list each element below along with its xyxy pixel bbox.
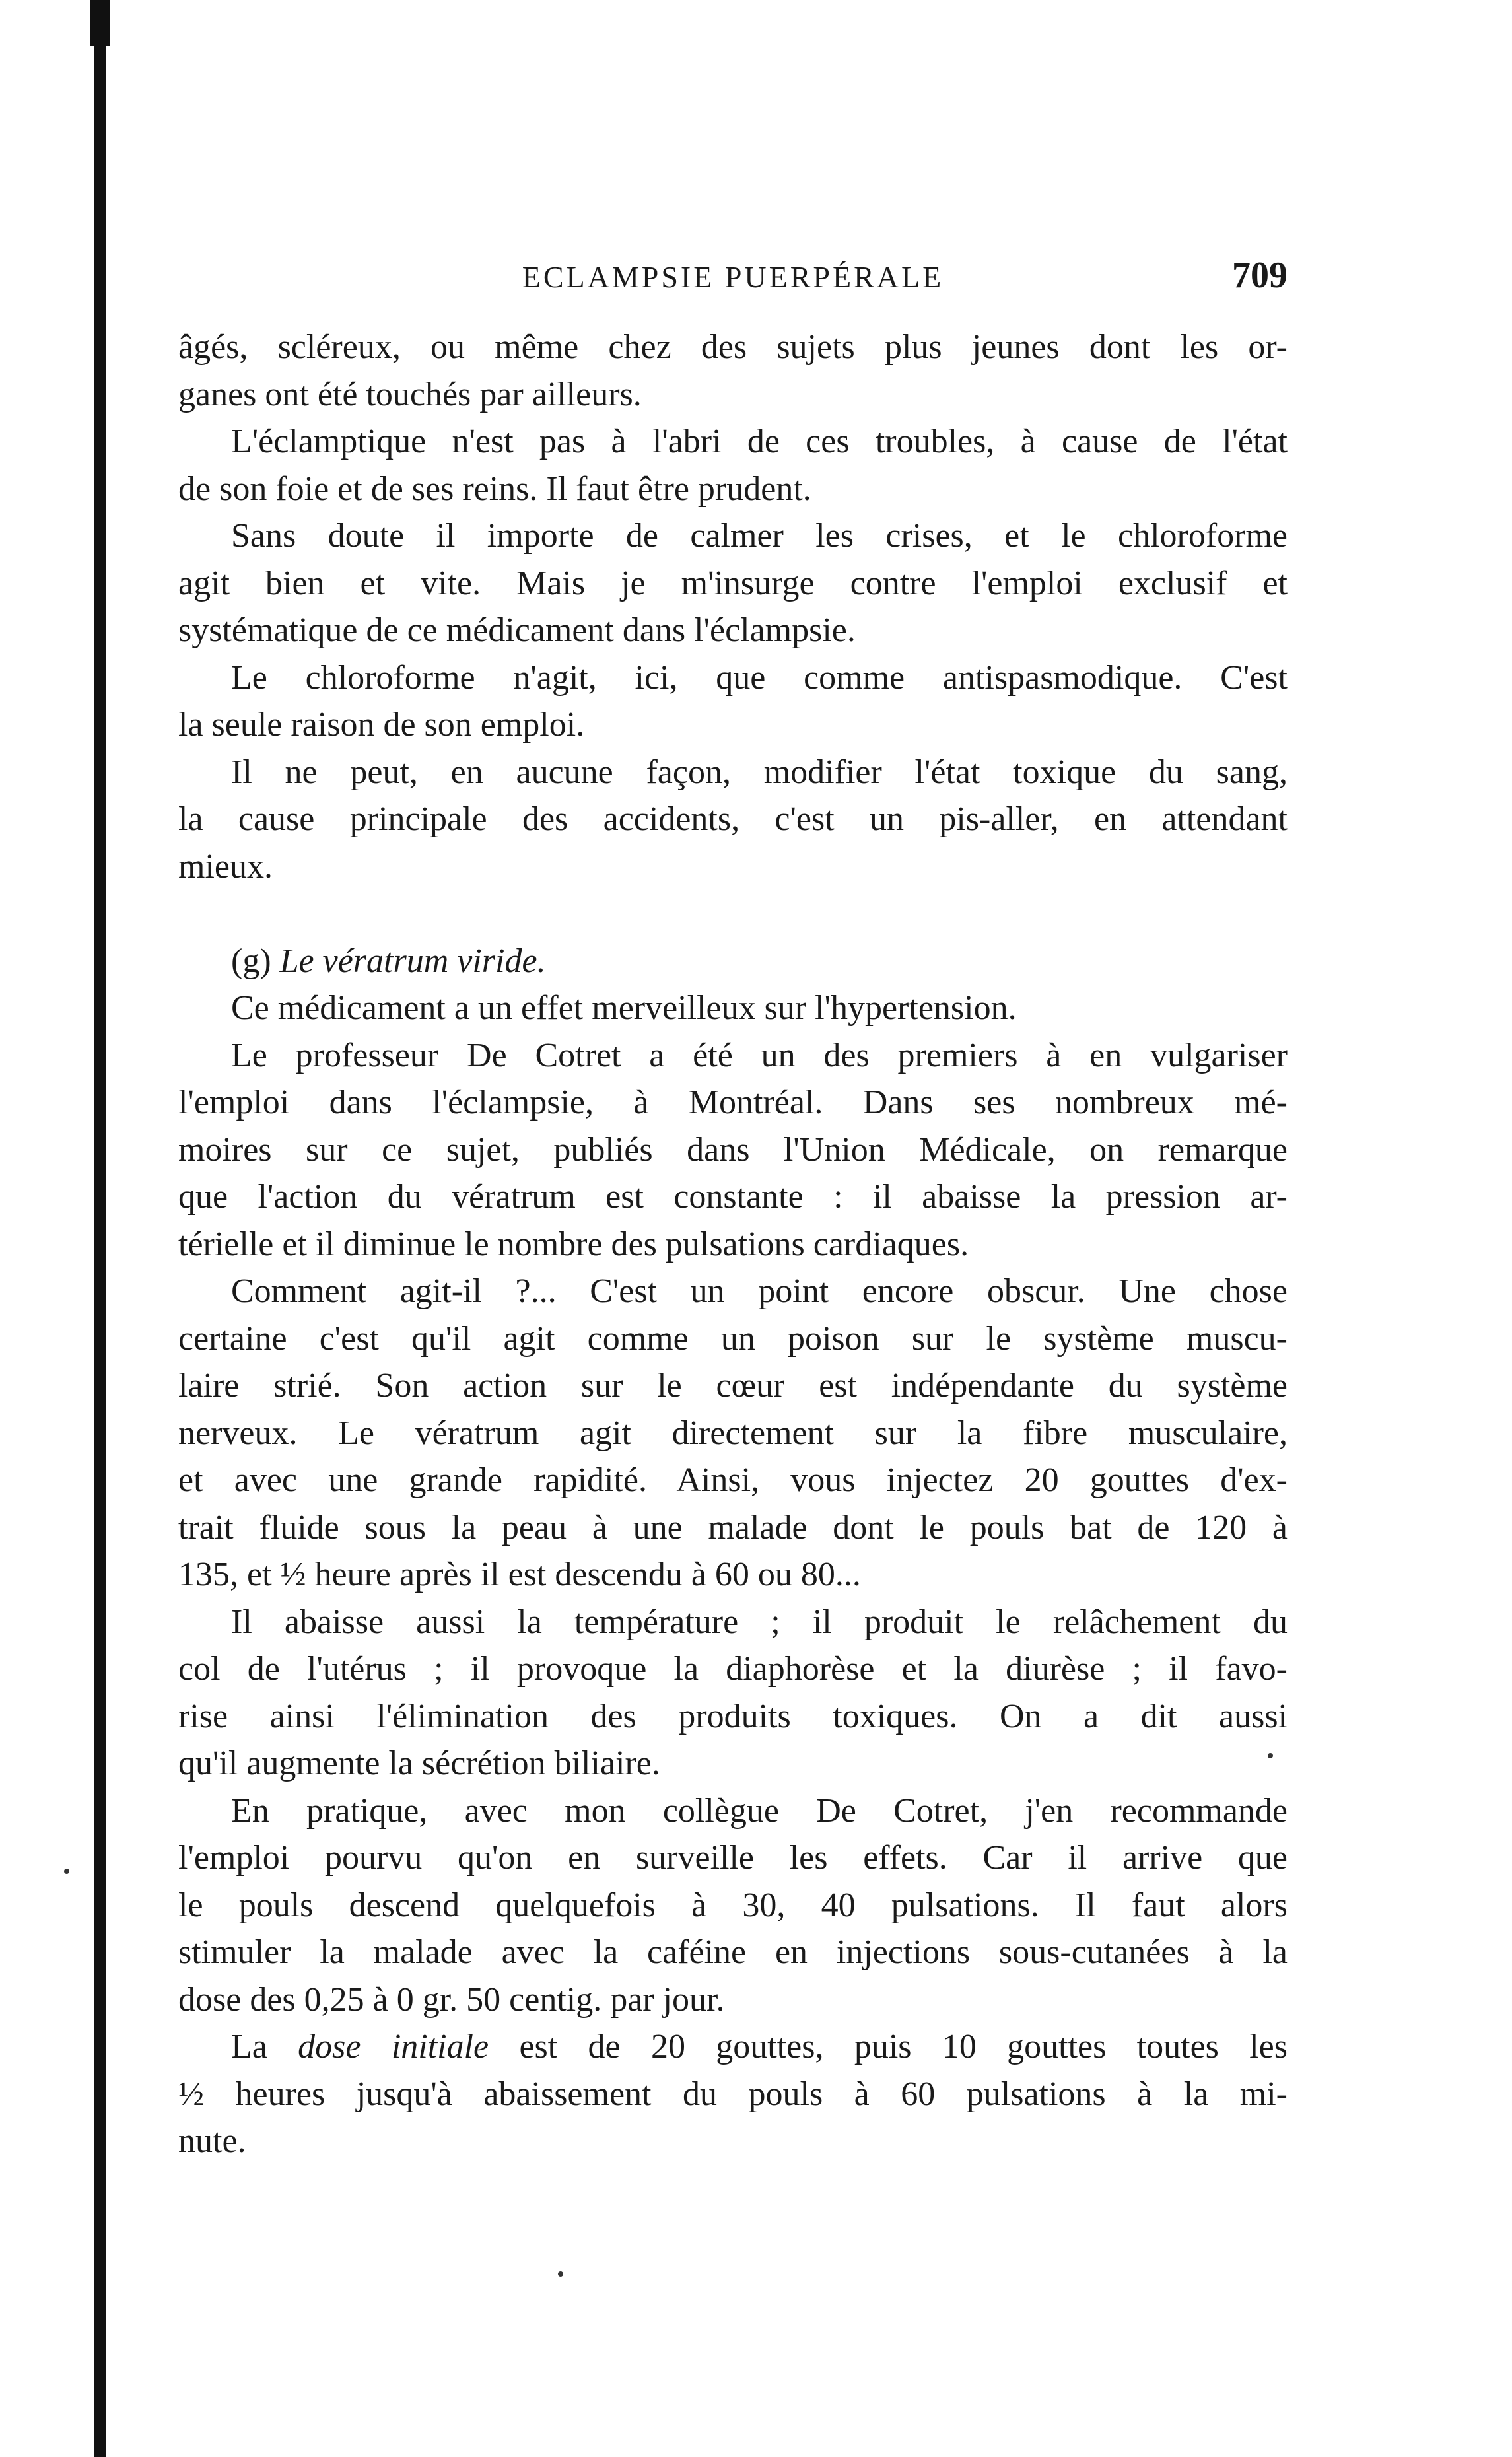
text-line: [178, 1126, 1288, 1174]
text-line: [178, 701, 1288, 749]
text-line: [178, 466, 1288, 513]
text-line-content: la seule raison de son emploi.: [178, 706, 585, 744]
text-line-content: nute.: [178, 2122, 246, 2160]
text-line-content: que l'action du vératrum est constante : il abaisse la pression ar-: [178, 1178, 1288, 1216]
text-line-content: systématique de ce médicament dans l'éclampsie.: [178, 611, 856, 649]
text-line: [178, 1645, 1288, 1693]
speck-mark: [558, 2271, 563, 2277]
text-line-content: En pratique, avec mon collègue De Cotret, j'en recommande: [231, 1791, 1288, 1830]
text-line: [178, 1740, 1288, 1787]
text-line: [178, 1834, 1288, 1882]
text-line-content: térielle et il diminue le nombre des pulsations cardiaques.: [178, 1225, 969, 1263]
text-line: [178, 324, 1288, 371]
text-line-content: et avec une grande rapidité. Ainsi, vous injectez 20 gouttes d'ex-: [178, 1461, 1288, 1499]
italic-text: Le vératrum viride.: [279, 942, 546, 980]
text-line: [178, 1362, 1288, 1410]
text-line-content: stimuler la malade avec la caféine en injections sous-cutanées à la: [178, 1933, 1288, 1971]
text-line: [178, 1268, 1288, 1315]
text-line: [178, 1882, 1288, 1929]
text-line: [178, 560, 1288, 607]
text-line: [178, 1221, 1288, 1268]
text-line: [178, 843, 1288, 891]
text-line-content: Comment agit-il ?... C'est un point encore obscur. Une chose: [231, 1272, 1288, 1310]
text-line-content: moires sur ce sujet, publiés dans l'Union Médicale, on remarque: [178, 1130, 1288, 1169]
text-line-content: Ce médicament a un effet merveilleux sur l'hypertension.: [231, 989, 1017, 1027]
speck-mark: [1268, 1753, 1273, 1758]
text-line-content: dose des 0,25 à 0 gr. 50 centig. par jour.: [178, 1980, 725, 2019]
text-line-content: laire strié. Son action sur le cœur est indépendante du système: [178, 1367, 1288, 1404]
page-edge-mark: [90, 0, 110, 46]
text-line-content: ganes ont été touchés par ailleurs.: [178, 375, 642, 413]
text-line: [178, 512, 1288, 560]
text-line-content: certaine c'est qu'il agit comme un poison sur le système muscu-: [178, 1319, 1288, 1358]
text-line: [178, 1976, 1288, 2024]
text-line: [178, 654, 1288, 702]
text-line-content: le pouls descend quelquefois à 30, 40 pulsations. Il faut alors: [178, 1886, 1288, 1924]
text-line: [178, 1929, 1288, 1976]
text-line-content: Il ne peut, en aucune façon, modifier l'état toxique du sang,: [231, 753, 1288, 791]
text-line: [178, 2023, 1288, 2071]
text-line-content: Le professeur De Cotret a été un des premiers à en vulgariser: [231, 1036, 1288, 1074]
text-line: [178, 1315, 1288, 1363]
text-line: [178, 1504, 1288, 1552]
text-line: [178, 2118, 1288, 2165]
page-number: 709: [1232, 255, 1288, 296]
body-text: [178, 324, 1288, 2165]
text-line: [178, 1079, 1288, 1126]
text-line-content: (g): [231, 942, 280, 980]
text-line-content: nerveux. Le vératrum agit directement sur la fibre musculaire,: [178, 1414, 1288, 1452]
text-line-content: l'emploi pourvu qu'on en surveille les effets. Car il arrive que: [178, 1839, 1288, 1877]
text-line: [178, 1693, 1288, 1741]
text-line: [178, 418, 1288, 466]
text-line: [178, 1787, 1288, 1835]
text-line-content: 135, et ½ heure après il est descendu à 60 ou 80...: [178, 1556, 861, 1593]
text-line-content: est de 20 gouttes, puis 10 gouttes toutes les: [489, 2028, 1288, 2065]
text-line-content: qu'il augmente la sécrétion biliaire.: [178, 1745, 660, 1782]
text-line-content: ½ heures jusqu'à abaissement du pouls à 60 pulsations à la mi-: [178, 2075, 1288, 2113]
text-line-content: Sans doute il importe de calmer les crises, et le chloroforme: [231, 517, 1288, 555]
speck-mark: [64, 1869, 69, 1874]
text-line-content: La: [231, 2028, 298, 2065]
text-line: [178, 985, 1288, 1032]
text-line: [178, 1410, 1288, 1457]
text-line: [178, 938, 1288, 985]
text-line: [178, 1032, 1288, 1080]
text-line-content: mieux.: [178, 847, 273, 885]
text-line-content: agit bien et vite. Mais je m'insurge contre l'emploi exclusif et: [178, 564, 1288, 602]
text-line: [178, 890, 1288, 938]
italic-text: dose initiale: [298, 2028, 489, 2065]
page-edge-bar: [94, 0, 106, 2457]
text-line: [178, 371, 1288, 419]
text-line-content: de son foie et de ses reins. Il faut être prudent.: [178, 469, 811, 508]
text-line-content: col de l'utérus ; il provoque la diaphorèse et la diurèse ; il favo-: [178, 1650, 1288, 1688]
text-line: [178, 796, 1288, 843]
text-line-content: la cause principale des accidents, c'est un pis-aller, en attendant: [178, 800, 1288, 838]
text-line-content: rise ainsi l'élimination des produits toxiques. On a dit aussi: [178, 1697, 1288, 1735]
text-line-content: L'éclamptique n'est pas à l'abri de ces troubles, à cause de l'état: [231, 423, 1288, 460]
text-line-content: Le chloroforme n'agit, ici, que comme antispasmodique. C'est: [231, 658, 1288, 697]
running-head: ECLAMPSIE PUERPÉRALE: [522, 260, 944, 294]
page-header: [178, 254, 1288, 300]
text-line: [178, 1457, 1288, 1504]
text-line-content: Il abaisse aussi la température ; il produit le relâchement du: [231, 1603, 1288, 1641]
text-line-content: trait fluide sous la peau à une malade dont le pouls bat de 120 à: [178, 1508, 1288, 1546]
text-line: [178, 2071, 1288, 2118]
text-line-content: l'emploi dans l'éclampsie, à Montréal. Dans ses nombreux mé-: [178, 1084, 1288, 1121]
text-line: [178, 749, 1288, 796]
text-line: [178, 1551, 1288, 1599]
text-line: [178, 607, 1288, 654]
text-line: [178, 1599, 1288, 1646]
text-line-content: âgés, scléreux, ou même chez des sujets plus jeunes dont les or-: [178, 328, 1288, 366]
text-line: [178, 1173, 1288, 1221]
